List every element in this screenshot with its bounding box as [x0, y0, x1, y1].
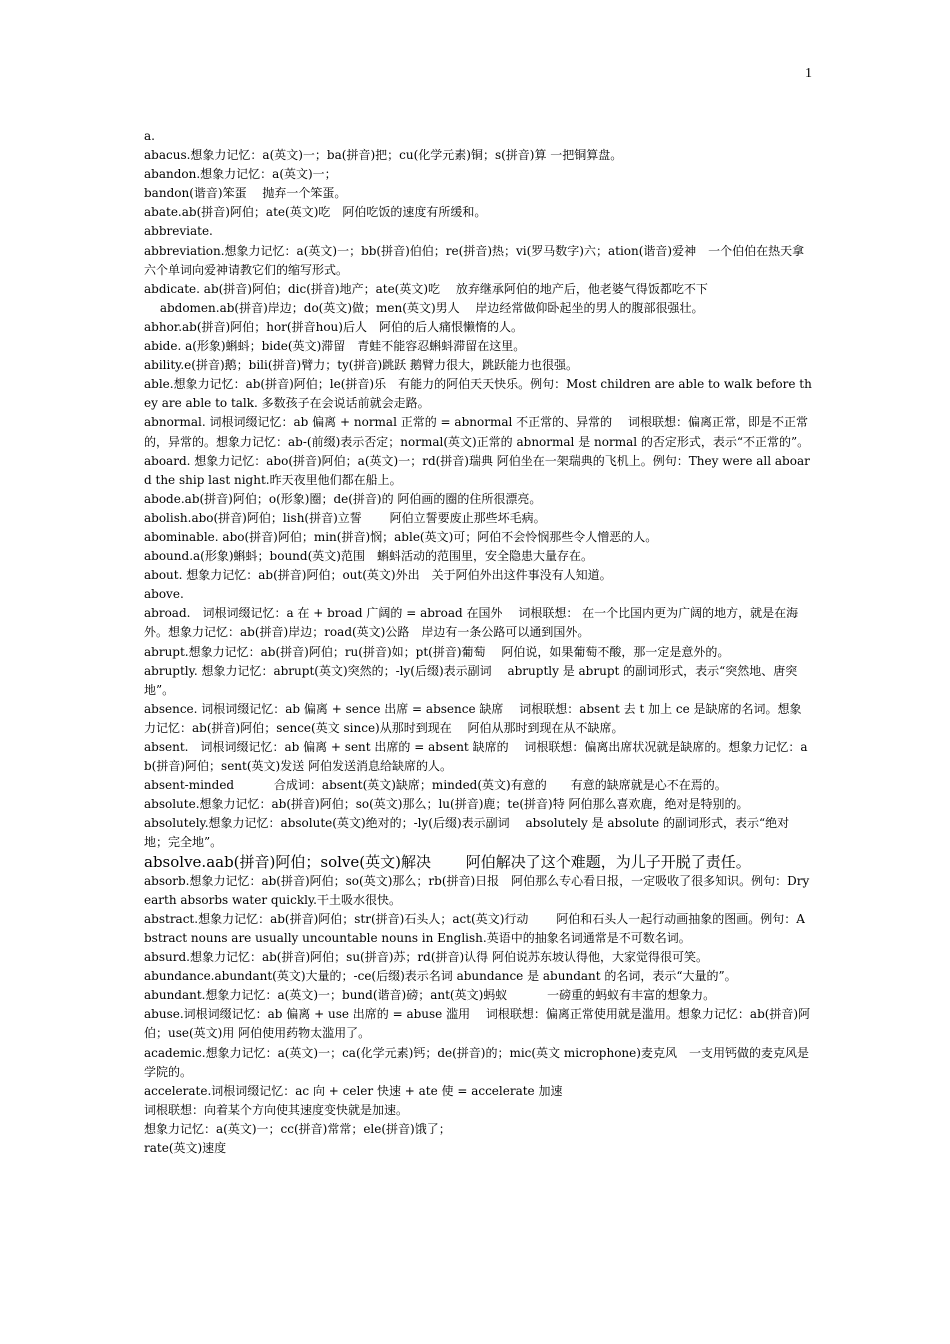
entry-line: abound.a(形象)蝌蚪；bound(英文)范围 蝌蚪活动的范围里，安全隐患大量存在。	[144, 549, 593, 564]
entry-line: abolish.abo(拼音)阿伯；lish(拼音)立誓 阿伯立誓要废止那些坏毛病。	[144, 510, 546, 525]
entry-line: abuse.词根词缀记忆：ab 偏离 + use 出席的 = abuse 滥用 词根联想：偏离正常使用就是滥用。想象力记忆：ab(拼音)阿伯；use(英文)用 阿伯使用药物太滥用了。	[144, 1007, 811, 1041]
entry-line: academic.想象力记忆：a(英文)一；ca(化学元素)钙；de(拼音)的；mic(英文 microphone)麦克风 一支用钙做的麦克风是学院的。	[144, 1045, 809, 1079]
vocabulary-entries	[144, 127, 812, 1158]
entry-line: abruptly. 想象力记忆：abrupt(英文)突然的；-ly(后缀)表示副词 abruptly 是 abrupt 的副词形式，表示“突然地、唐突地”。	[144, 663, 798, 697]
entry-line: abhor.ab(拼音)阿伯；hor(拼音hou)后人 阿伯的后人痛恨懒惰的人。	[144, 319, 523, 334]
entry-line: absolutely.想象力记忆：absolute(英文)绝对的；-ly(后缀)表示副词 absolutely 是 absolute 的副词形式，表示“绝对地；完全地”。	[144, 816, 790, 850]
entry-line: abnormal. 词根词缀记忆：ab 偏离 + normal 正常的 = abnormal 不正常的、异常的 词根联想：偏离正常，即是不正常的，异常的。想象力记忆：ab-(前缀)表示否定；normal(英文)正常的 abnormal 是 normal 的否定形式，表示“不正常的”。	[144, 415, 810, 449]
entry-line: absence. 词根词缀记忆：ab 偏离 + sence 出席 = absence 缺席 词根联想：absent 去 t 加上 ce 是缺席的名词。想象力记忆：ab(拼音)阿伯；sence(英文 since)从那时到现在 阿伯从那时到现在从不缺席。	[144, 701, 802, 735]
entry-line: absent-minded 合成词：absent(英文)缺席；minded(英文)有意的 有意的缺席就是心不在焉的。	[144, 778, 727, 793]
entry-line: ability.e(拼音)鹅；bili(拼音)臂力；ty(拼音)跳跃 鹅臂力很大，跳跃能力也很强。	[144, 358, 578, 373]
entry-line: a.	[144, 129, 155, 143]
entry-line: above.	[144, 587, 184, 602]
entry-line: abundant.想象力记忆：a(英文)一；bund(谐音)磅；ant(英文)蚂蚁 一磅重的蚂蚁有丰富的想象力。	[144, 988, 716, 1003]
entry-line: abrupt.想象力记忆：ab(拼音)阿伯；ru(拼音)如；pt(拼音)葡萄 阿伯说，如果葡萄不酸，那一定是意外的。	[144, 644, 730, 659]
entry-line: abbreviate.	[144, 224, 213, 239]
entry-line: abroad. 词根词缀记忆：a 在 + broad 广阔的 = abroad 在国外 词根联想： 在一个比国内更为广阔的地方，就是在海外。想象力记忆：ab(拼音)岸边；road(英文)公路 岸边有一条公路可以通到国外。	[144, 606, 799, 640]
entry-line: absent. 词根词缀记忆：ab 偏离 + sent 出席的 = absent 缺席的 词根联想：偏离出席状况就是缺席的。想象力记忆：ab(拼音)阿伯；sent(英文)发送 阿伯发送消息给缺席的人。	[144, 740, 808, 774]
entry-line: abdicate. ab(拼音)阿伯；dic(拼音)地产；ate(英文)吃 放弃继承阿伯的地产后，他老婆气得饭都吃不下	[144, 281, 708, 296]
entry-line: abode.ab(拼音)阿伯；o(形象)圈；de(拼音)的 阿伯画的圈的住所很漂亮。	[144, 491, 542, 506]
entry-line: abide. a(形象)蝌蚪；bide(英文)滞留 青蛙不能容忍蝌蚪滞留在这里。	[144, 339, 526, 354]
entry-line: accelerate.词根词缀记忆：ac 向 + celer 快速 + ate 使 = accelerate 加速	[144, 1083, 563, 1098]
entry-line: absolute.想象力记忆：ab(拼音)阿伯；so(英文)那么；lu(拼音)鹿；te(拼音)特 阿伯那么喜欢鹿，绝对是特别的。	[144, 797, 749, 812]
entry-line: abdomen.ab(拼音)岸边；do(英文)做；men(英文)男人 岸边经常做仰卧起坐的男人的腹部很强壮。	[144, 300, 704, 315]
entry-line: 想象力记忆：a(英文)一；cc(拼音)常常；ele(拼音)饿了；	[144, 1121, 451, 1136]
entry-line: abate.ab(拼音)阿伯；ate(英文)吃 阿伯吃饭的速度有所缓和。	[144, 205, 487, 220]
entry-line: able.想象力记忆：ab(拼音)阿伯；le(拼音)乐 有能力的阿伯天天快乐。例句：Most children are able to walk before they are able to talk. 多数孩子在会说话前就会走路。	[144, 377, 812, 411]
entry-line: absolve.aab(拼音)阿伯；solve(英文)解决 阿伯解决了这个难题，为儿子开脱了责任。	[144, 852, 751, 871]
entry-line: abominable. abo(拼音)阿伯；min(拼音)悯；able(英文)可；阿伯不会怜悯那些令人憎恶的人。	[144, 529, 658, 544]
entry-line: absurd.想象力记忆：ab(拼音)阿伯；su(拼音)苏；rd(拼音)认得 阿伯说苏东坡认得他，大家觉得很可笑。	[144, 950, 709, 965]
entry-line: absorb.想象力记忆：ab(拼音)阿伯；so(英文)那么；rb(拼音)日报 阿伯那么专心看日报，一定吸收了很多知识。例句：Dry earth absorbs water quickly.干土吸水很快。	[144, 873, 810, 907]
entry-line: aboard. 想象力记忆：abo(拼音)阿伯；a(英文)一；rd(拼音)瑞典 阿伯坐在一架瑞典的飞机上。例句：They were all aboard the ship last night.昨天夜里他们都在船上。	[144, 453, 810, 487]
page-number: 1	[805, 66, 812, 81]
entry-line: rate(英文)速度	[144, 1140, 227, 1155]
entry-line: abstract.想象力记忆：ab(拼音)阿伯；str(拼音)石头人；act(英文)行动 阿伯和石头人一起行动画抽象的图画。例句：Abstract nouns are usually uncountable nouns in English.英语中的抽象名词通常是不可数名词。	[144, 911, 805, 945]
entry-line: abundance.abundant(英文)大量的；-ce(后缀)表示名词 abundance 是 abundant 的名词，表示“大量的”。	[144, 969, 737, 984]
entry-line: bandon(谐音)笨蛋 抛弃一个笨蛋。	[144, 186, 347, 201]
entry-line: abbreviation.想象力记忆：a(英文)一；bb(拼音)伯伯；re(拼音)热；vi(罗马数字)六；ation(谐音)爱神 一个伯伯在热天拿六个单词向爱神请教它们的缩写形式。	[144, 243, 805, 277]
entry-line: abacus.想象力记忆：a(英文)一；ba(拼音)把；cu(化学元素)铜；s(拼音)算 一把铜算盘。	[144, 148, 623, 163]
entry-line: abandon.想象力记忆：a(英文)一；	[144, 167, 337, 182]
entry-line: 词根联想：向着某个方向使其速度变快就是加速。	[144, 1102, 409, 1117]
entry-line: about. 想象力记忆：ab(拼音)阿伯；out(英文)外出 关于阿伯外出这件事没有人知道。	[144, 568, 612, 583]
